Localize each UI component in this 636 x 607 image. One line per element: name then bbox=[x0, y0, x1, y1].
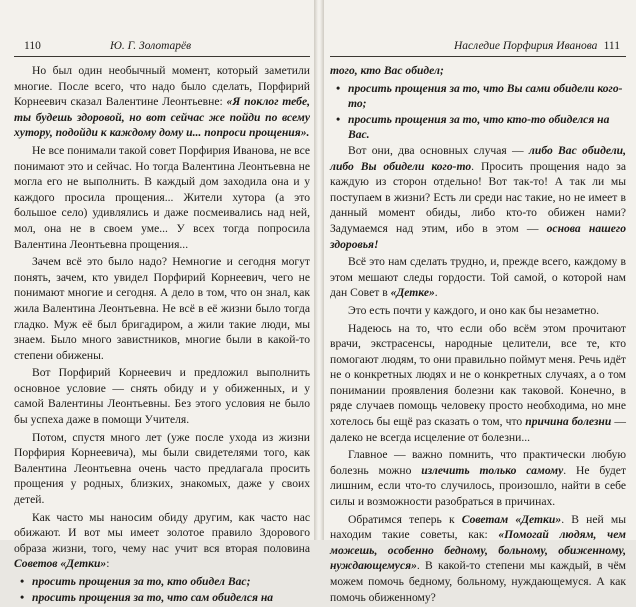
left-page bbox=[14, 0, 310, 604]
text-run: Всё это нам сделать трудно, и, прежде всего, каждому в этом мешают следы гордости. Той самой, о которой нам дан Совет в bbox=[330, 255, 626, 300]
left-paragraph-5: Потом, спустя много лет (уже после ухода из жизни Порфирия Корнеевича), мы были свидетелями того, как Валентина Леонтьевна очень часто предлагала просить прощения у родных, близких, знакомых, даже у своих детей. bbox=[14, 430, 310, 507]
emphasis-run: причина болезни bbox=[525, 415, 612, 429]
text-run: : bbox=[106, 557, 110, 571]
emphasis-run: Советов «Детки» bbox=[14, 557, 107, 571]
right-running-title: Наследие Порфирия Иванова bbox=[454, 40, 598, 52]
right-paragraph-2 bbox=[330, 254, 626, 301]
right-paragraph-1 bbox=[330, 143, 626, 252]
emphasis-run: Советам «Детки» bbox=[461, 512, 562, 526]
text-run: Надеюсь на то, что если обо всём этом прочитают врачи, экстрасенсы, народные целители, все те, кто помогают людям, то они правильно поймут меня. Речь идёт не о конкретных людях и не о конкретных случаях, а о том понимании проявления болезни как таковой. Конечно, в ряде случаев помощь человеку просто необходима, но мне хотелось бы ещё раз сказать о том, что bbox=[330, 321, 626, 429]
book-gutter bbox=[314, 0, 324, 540]
text-run: Вот они, два основных случая — bbox=[348, 143, 529, 157]
text-run: . В какой-то степени мы каждый, в чём можем помочь бедному, больному, нуждающемуся. А как помочь обиженному? bbox=[330, 559, 626, 604]
left-running-head bbox=[14, 40, 310, 56]
left-paragraph-3: Зачем всё это было надо? Немногие и сегодня могут понять, зачем, кто увидел Порфирий Корнеевич, чего не понимают многие и сегодня. А дело в том, что он знал, как жила Валентина Леонтьевна. Не всё в её жизни было тогда гладко. Муж её был бригадиром, а жили такие люди, мы знаем. Было много завистников, многие были в какой-то степени обижены. bbox=[14, 255, 310, 362]
text-run: . bbox=[434, 286, 438, 300]
right-header-rule bbox=[330, 56, 626, 57]
emphasis-run: излечить только самому bbox=[421, 463, 564, 477]
emphasis-run: либо Вас обидели, либо Вы обидели кого-то bbox=[330, 143, 626, 173]
left-bullet-list bbox=[14, 574, 310, 605]
text-run: Главное — важно помнить, что практически любую болезнь можно bbox=[330, 448, 626, 477]
left-paragraph-4: Вот Порфирий Корнеевич и предложил выполнить основное условие — снять обиду и у обиженных, и у самой Валентины Леонтьевны. Без этого условия не было бы успеха даже в помощи Учителя. bbox=[14, 366, 310, 427]
list-item: • просить прощения за то, кто обидел Вас; bbox=[14, 574, 310, 590]
right-paragraph-3: Это есть почти у каждого, и оно как бы незаметно. bbox=[348, 303, 600, 317]
emphasis-run: «Детке» bbox=[390, 286, 435, 300]
left-page-number: 110 bbox=[24, 40, 41, 52]
text-run: . В ней мы находим такие советы, как: bbox=[330, 512, 626, 542]
right-page-number: 111 bbox=[603, 40, 620, 52]
left-paragraph-2: Не все понимали такой совет Порфирия Иванова, не все понимают это и сейчас. Но тогда Валентина Леонтьевна не могла его не выполнить. В каждый дом заходила она и у каждого просила прощения... Жители хутора (а это большое село) удивлялись и даже посмеивались над ней, мол, она не в своем уме... У всех тогда попросила Валентина Леонтьевна прощения... bbox=[14, 143, 310, 251]
left-paragraph-1 bbox=[14, 63, 310, 141]
quote-run: «Я поклог тебе, ты будешь здоровой, но вот сейчас же пойди по всему хутору, подойди к каждому дому и... попроси прощения». bbox=[14, 95, 310, 140]
list-item: • просить прощения за то, что Вы сами обидели кого-то; bbox=[330, 81, 626, 112]
right-paragraph-4 bbox=[330, 321, 626, 446]
text-run: Обратимся теперь к bbox=[348, 512, 462, 526]
left-paragraph-6 bbox=[14, 510, 310, 572]
text-run: Но был один необычный момент, который заметили многие. После всего, что надо было сделать, Порфирий Корнеевич сказал Валентине Леонтьевне: bbox=[14, 64, 310, 109]
list-item: • просить прощения за то, что кто-то обиделся на Вас. bbox=[330, 112, 626, 143]
text-run: . Просить прощения надо за каждую из сторон отдельно! Вот так-то! А так ли мы поступаем в жизни? Есть ли среди нас такие, но не имеет в данный момент обиды, либо кто-то обижен нами? Задумаемся над этим, ибо в этом — bbox=[330, 159, 626, 235]
left-running-title: Ю. Г. Золотарёв bbox=[110, 40, 192, 52]
right-page-text bbox=[330, 63, 626, 607]
text-run: Как часто мы наносим обиду другим, как часто нас обижают. И вот мы имеет золотое правило Здорового образа жизни, того, чему нас учит вся вторая половина bbox=[14, 510, 310, 555]
right-running-head bbox=[330, 40, 626, 56]
emphasis-run: основа нашего здоровья! bbox=[330, 221, 626, 251]
continued-bullet-text: того, кто Вас обидел; bbox=[330, 64, 444, 77]
right-page bbox=[330, 0, 627, 604]
right-paragraph-5 bbox=[330, 447, 626, 509]
emphasis-run: «Помогай людям, чем можешь, особенно бедному, больному, обиженному, нуждающемуся» bbox=[330, 528, 627, 573]
text-run: . Не будет лишним, если что-то случилось, произошло, найти в себе силы и возможности разобраться в причинах. bbox=[330, 463, 627, 509]
left-header-rule bbox=[14, 56, 310, 57]
left-page-text bbox=[14, 63, 310, 605]
list-item: • просить прощения за то, что сам обиделся на bbox=[14, 590, 310, 606]
right-bullet-list bbox=[330, 81, 626, 143]
text-run: — далеко не всегда исцеление от болезни... bbox=[330, 415, 626, 444]
right-paragraph-6 bbox=[330, 512, 626, 606]
